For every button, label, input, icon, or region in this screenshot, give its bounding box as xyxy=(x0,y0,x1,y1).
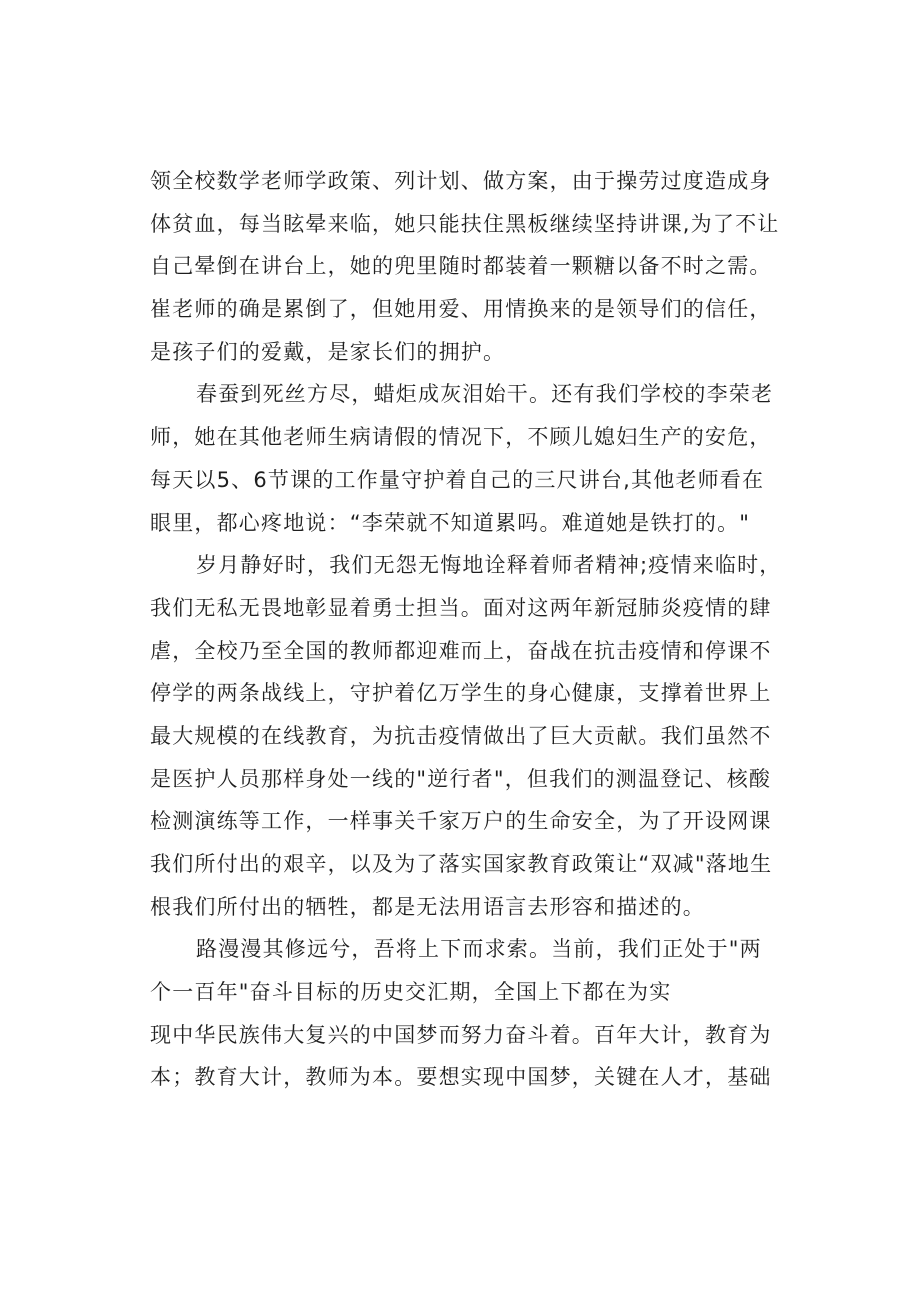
text-line: 眼里，都心疼地说：“李荣就不知道累吗。难道她是铁打的。" xyxy=(150,510,751,535)
text-line: 师，她在其他老师生病请假的情况下，不顾儿媳妇生产的安危， xyxy=(150,425,772,450)
text-line: 我们无私无畏地彰显着勇士担当。面对这两年新冠肺炎疫情的肆 xyxy=(150,595,772,620)
text-line: 体贫血，每当眩晕来临，她只能扶住黑板继续坚持讲课,为了不让 xyxy=(150,211,780,236)
text-line: 虐，全校乃至全国的教师都迎难而上，奋战在抗击疫情和停课不 xyxy=(150,638,772,663)
text-line: 岁月静好时，我们无怨无悔地诠释着师者精神;疫情来临时， xyxy=(196,553,782,578)
text-line: 路漫漫其修远兮，吾将上下而求索。当前，我们正处于"两 xyxy=(196,937,762,962)
body-text xyxy=(150,160,800,1099)
text-line: 停学的两条战线上，守护着亿万学生的身心健康，支撑着世界上 xyxy=(150,681,772,706)
text-line: 我们所付出的艰辛，以及为了落实国家教育政策让“双减"落地生 xyxy=(150,852,773,876)
text-line: 现中华民族伟大复兴的中国梦而努力奋斗着。百年大计，教育为 xyxy=(150,1022,772,1047)
text-line: 是医护人员那样身处一线的"逆行者"，但我们的测温登记、核酸 xyxy=(150,766,772,791)
text-line: 根我们所付出的牺牲，都是无法用语言去形容和描述的。 xyxy=(150,894,705,919)
text-line: 自己晕倒在讲台上，她的兜里随时都装着一颗糖以备不时之需。 xyxy=(150,254,772,279)
text-line: 本；教育大计，教师为本。要想实现中国梦，关键在人才，基础 xyxy=(150,1065,772,1090)
text-line: 领全校数学老师学政策、列计划、做方案，由于操劳过度造成身 xyxy=(150,169,772,193)
text-line: 是孩子们的爱戴，是家长们的拥护。 xyxy=(150,339,506,364)
text-line: 最大规模的在线教育，为抗击疫情做出了巨大贡献。我们虽然不 xyxy=(150,723,772,748)
text-line: 个一百年"奋斗目标的历史交汇期，全国上下都在为实 xyxy=(150,980,672,1005)
text-line: 每天以5、6节课的工作量守护着自己的三尺讲台,其他老师看在 xyxy=(150,467,765,492)
text-line: 崔老师的确是累倒了，但她用爱、用情换来的是领导们的信任， xyxy=(150,297,772,322)
text-line: 检测演练等工作，一样事关千家万户的生命安全，为了开设网课 xyxy=(150,809,772,834)
text-line: 春蚕到死丝方尽，蜡炬成灰泪始干。还有我们学校的李荣老 xyxy=(196,382,774,407)
